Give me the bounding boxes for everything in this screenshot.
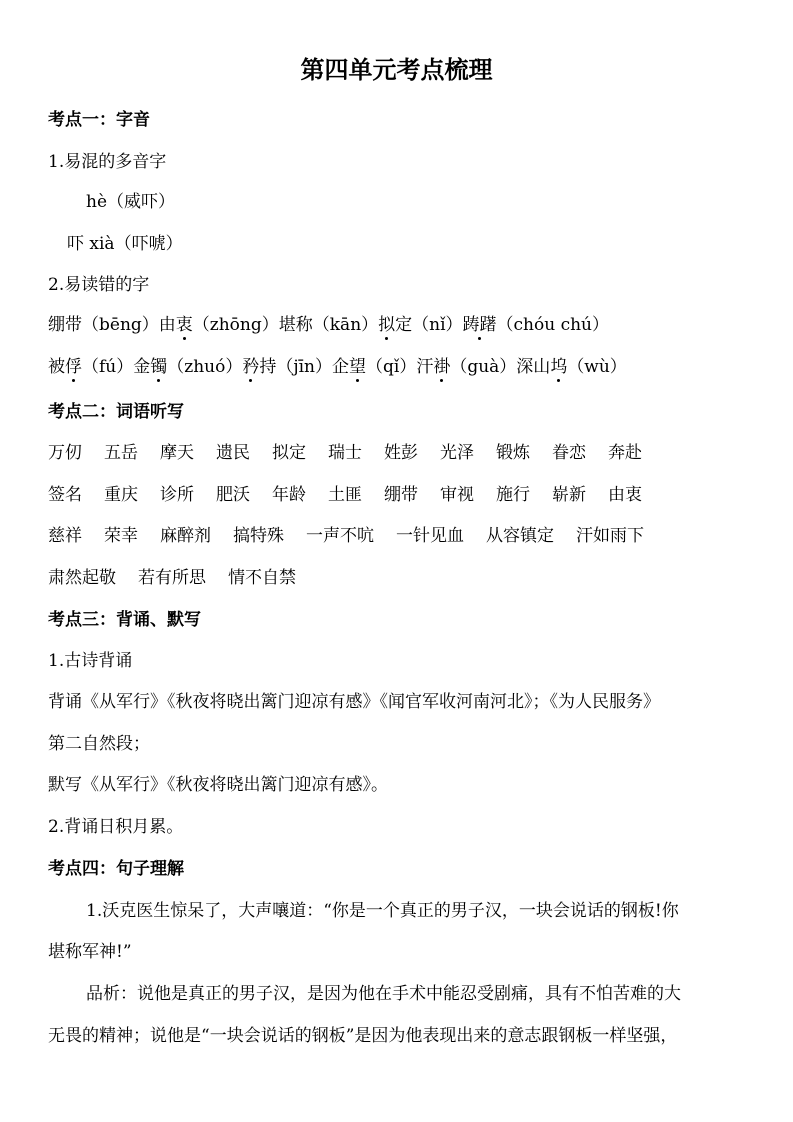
word: 麻醉剂 (160, 526, 211, 546)
word: 瑞士 (328, 443, 362, 463)
text: 持（jīn） (259, 357, 333, 377)
word: 荣幸 (104, 526, 138, 546)
text: （fú）金 (82, 357, 151, 377)
word: 崭新 (552, 485, 586, 505)
word: 眷恋 (552, 443, 586, 463)
word: 拟定 (272, 443, 306, 463)
word-row-2 (48, 483, 753, 507)
recite-text-1: 背诵《从军行》《秋夜将晓出篱门迎凉有感》《闻官军收河南河北》；《为人民服务》 (48, 692, 660, 712)
text: （qǐ）汗 (366, 357, 434, 377)
word: 锻炼 (496, 443, 530, 463)
word: 搞特殊 (233, 526, 284, 546)
section-heading-sentence: 考点四：句子理解 (48, 859, 184, 879)
text: （chóu chú） (496, 315, 610, 335)
word: 土匪 (328, 485, 362, 505)
text: 企 (332, 357, 350, 377)
dotted-char: 衷 (175, 315, 193, 335)
misread-line-2 (48, 355, 753, 379)
dotted-char: 拟 (378, 315, 396, 335)
text: 被 (48, 357, 65, 377)
dotted-char: 望 (349, 357, 367, 377)
word: 由衷 (608, 485, 642, 505)
dotted-char: 俘 (65, 357, 82, 377)
word: 诊所 (160, 485, 194, 505)
word: 汗如雨下 (576, 526, 644, 546)
analysis-line-1: 品析：说他是真正的男子汉，是因为他在手术中能忍受剧痛，具有不怕苦难的大 (86, 984, 681, 1004)
dotted-char: 坞 (550, 357, 568, 377)
dotted-char: 踌躇 (462, 315, 497, 335)
section-heading-recitation: 考点三：背诵、默写 (48, 610, 201, 630)
misread-line-1 (48, 313, 753, 337)
text: （zhōng）堪称（kān） (192, 315, 379, 335)
word: 万仞 (48, 443, 82, 463)
word-row-3 (48, 524, 753, 548)
word: 情不自禁 (228, 568, 296, 588)
word-row-4 (48, 566, 753, 590)
text: 绷带（bēng）由 (48, 315, 176, 335)
word: 签名 (48, 485, 82, 505)
pinyin-xia: 吓 xià（吓唬） (67, 234, 183, 254)
recite-text-2: 第二自然段； (48, 734, 150, 754)
text: （guà）深山 (450, 357, 551, 377)
section-heading-pronunciation: 考点一：字音 (48, 110, 150, 130)
sentence-1-line-1: 1.沃克医生惊呆了，大声嚷道：“你是一个真正的男子汉，一块会说话的钢板!你 (86, 901, 679, 921)
subheading-daily: 2.背诵日积月累。 (48, 817, 184, 837)
word: 年龄 (272, 485, 306, 505)
word: 肥沃 (216, 485, 250, 505)
subheading-poems: 1.古诗背诵 (48, 651, 133, 671)
text: （zhuó） (167, 357, 243, 377)
word: 一针见血 (396, 526, 464, 546)
word: 姓彭 (384, 443, 418, 463)
word: 绷带 (384, 485, 418, 505)
word: 若有所思 (138, 568, 206, 588)
word: 一声不吭 (306, 526, 374, 546)
word-row-1 (48, 441, 753, 465)
subheading-polyphonic: 1.易混的多音字 (48, 152, 167, 172)
word: 五岳 (104, 443, 138, 463)
word: 慈祥 (48, 526, 82, 546)
word: 遗民 (216, 443, 250, 463)
text: （wù） (567, 357, 627, 377)
word: 重庆 (104, 485, 138, 505)
word: 奔赴 (608, 443, 642, 463)
word: 审视 (440, 485, 474, 505)
pinyin-he: hè（威吓） (86, 192, 176, 212)
dictation-text: 默写《从军行》《秋夜将晓出篱门迎凉有感》。 (48, 775, 388, 795)
word: 从容镇定 (486, 526, 554, 546)
word: 施行 (496, 485, 530, 505)
page-title: 第四单元考点梳理 (300, 56, 493, 84)
dotted-char: 矜 (242, 357, 260, 377)
word: 摩天 (160, 443, 194, 463)
analysis-line-2: 无畏的精神；说他是“一块会说话的钢板”是因为他表现出来的意志跟钢板一样坚强， (48, 1026, 678, 1046)
sentence-1-line-2: 堪称军神!” (48, 942, 132, 962)
word: 肃然起敬 (48, 568, 116, 588)
text: 定（nǐ） (395, 315, 463, 335)
section-heading-dictation: 考点二：词语听写 (48, 402, 184, 422)
dotted-char: 镯 (150, 357, 168, 377)
subheading-misread: 2.易读错的字 (48, 275, 150, 295)
word: 光泽 (440, 443, 474, 463)
dotted-char: 褂 (433, 357, 451, 377)
